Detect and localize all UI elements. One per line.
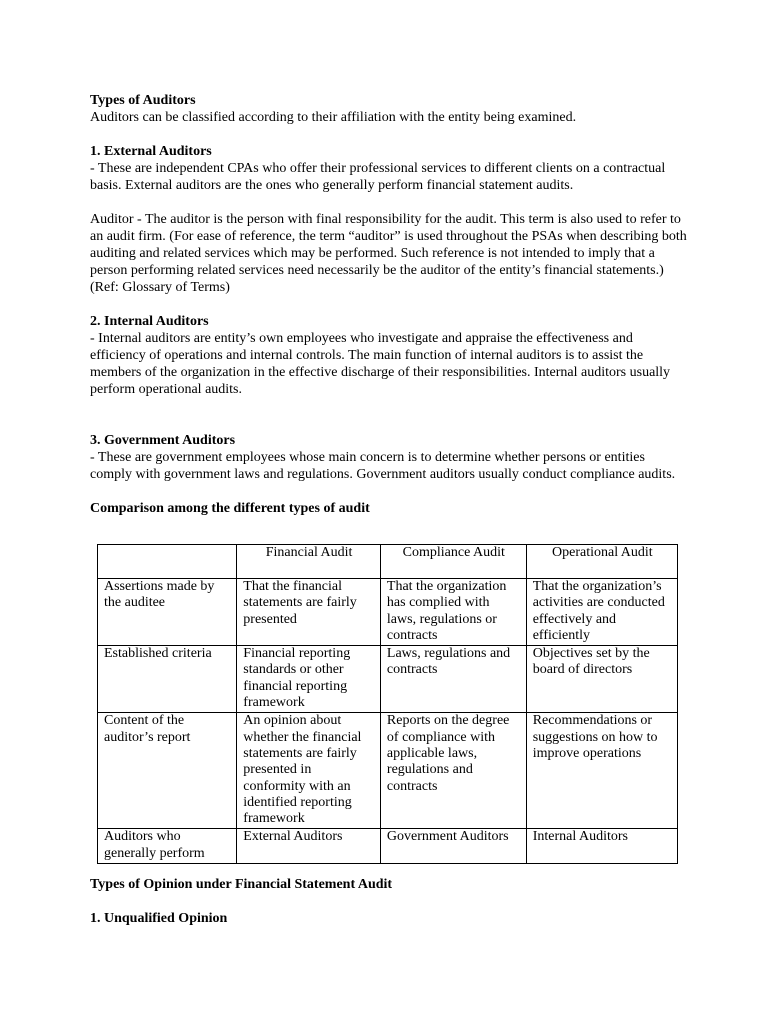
government-auditors-text: - These are government employees whose main concern is to determine whether persons or entities comply with government laws and regulations. Government auditors usually conduct compliance audits. bbox=[90, 450, 676, 482]
unqualified-opinion-heading: 1. Unqualified Opinion bbox=[90, 911, 228, 926]
table-row bbox=[98, 646, 678, 713]
table-header-row bbox=[98, 545, 678, 579]
table-cell: Assertions made by the auditee bbox=[98, 579, 237, 646]
table-cell: Established criteria bbox=[98, 646, 237, 713]
table-header-cell: Operational Audit bbox=[526, 545, 677, 579]
table-row bbox=[98, 579, 678, 646]
table-header-cell: Compliance Audit bbox=[380, 545, 526, 579]
comparison-table bbox=[97, 544, 678, 864]
external-auditors-text: - These are independent CPAs who offer their professional services to different clients on a contractual basis. External auditors are the ones who generally perform financial statement audits. bbox=[90, 161, 666, 193]
table-cell: That the organization’s activities are conducted effectively and efficiently bbox=[526, 579, 677, 646]
table-header-cell: Financial Audit bbox=[237, 545, 381, 579]
table-cell: Content of the auditor’s report bbox=[98, 713, 237, 829]
table-cell: That the financial statements are fairly presented bbox=[237, 579, 381, 646]
document-body bbox=[90, 92, 690, 517]
table-row bbox=[98, 713, 678, 829]
table-cell: Auditors who generally perform bbox=[98, 829, 237, 864]
table-cell: Internal Auditors bbox=[526, 829, 677, 864]
internal-auditors-heading: 2. Internal Auditors bbox=[90, 314, 209, 329]
table-cell: Reports on the degree of compliance with applicable laws, regulations and contracts bbox=[380, 713, 526, 829]
table-cell: Government Auditors bbox=[380, 829, 526, 864]
opinion-types-heading: Types of Opinion under Financial Statement Audit bbox=[90, 877, 393, 892]
table-cell: Recommendations or suggestions on how to improve operations bbox=[526, 713, 677, 829]
table-row bbox=[98, 829, 678, 864]
table-cell: Financial reporting standards or other financial reporting framework bbox=[237, 646, 381, 713]
external-auditors-heading: 1. External Auditors bbox=[90, 144, 212, 159]
government-auditors-heading: 3. Government Auditors bbox=[90, 433, 236, 448]
table-cell: Laws, regulations and contracts bbox=[380, 646, 526, 713]
types-of-auditors-heading: Types of Auditors bbox=[90, 93, 196, 108]
types-intro-text: Auditors can be classified according to their affiliation with the entity being examined. bbox=[90, 110, 577, 125]
auditor-definition-text: Auditor - The auditor is the person with final responsibility for the audit. This term is also used to refer to an audit firm. (For ease of reference, the term “auditor” is used throughout the PSAs when describing both auditing and related services which may be performed. Such reference is not intended to imply that a person performing related services need necessarily be the auditor of the entity’s financial statements.) (Ref: Glossary of Terms) bbox=[90, 212, 687, 295]
table-cell: An opinion about whether the financial statements are fairly presented in conformity with an identified reporting framework bbox=[237, 713, 381, 829]
table-cell: Objectives set by the board of directors bbox=[526, 646, 677, 713]
table-header-cell bbox=[98, 545, 237, 579]
table-cell: External Auditors bbox=[237, 829, 381, 864]
comparison-heading: Comparison among the different types of audit bbox=[90, 501, 370, 516]
table-cell: That the organization has complied with laws, regulations or contracts bbox=[380, 579, 526, 646]
document-tail bbox=[90, 876, 392, 927]
internal-auditors-text: - Internal auditors are entity’s own employees who investigate and appraise the effectiveness and efficiency of operations and internal controls. The main function of internal auditors is to assist the members of the organization in the effective discharge of their responsibilities. Internal auditors usually perform operational audits. bbox=[90, 331, 671, 397]
